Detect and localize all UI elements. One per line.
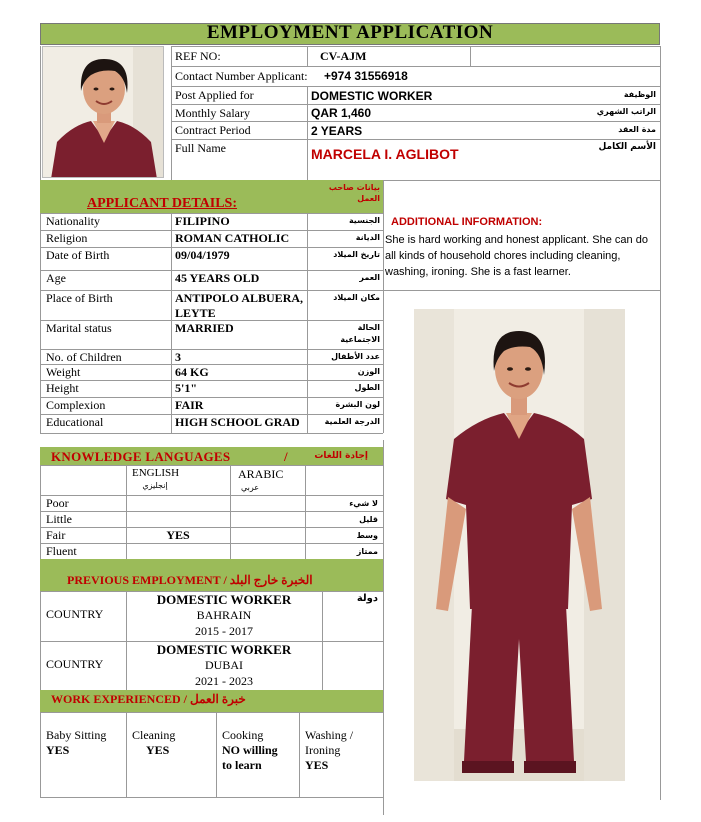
languages-heading: KNOWLEDGE LANGUAGES: [51, 449, 231, 464]
previous-job-title: DOMESTIC WORKER: [156, 642, 292, 657]
language-level-label: Fluent: [46, 544, 77, 558]
ref-label: REF NO:: [175, 49, 221, 63]
country-ar: دولة: [356, 593, 378, 604]
additional-heading: ADDITIONAL INFORMATION:: [391, 216, 543, 228]
detail-ar: الديانة: [355, 233, 380, 242]
contract-value: 2 YEARS: [311, 124, 363, 138]
languages-heading-ar: إجادة اللغات: [314, 451, 368, 461]
languages-slash: /: [284, 449, 288, 464]
previous-years: 2015 - 2017: [195, 624, 253, 638]
country-label: COUNTRY: [46, 607, 104, 621]
language-level-ar: لا شيء: [349, 499, 378, 508]
detail-value: MARRIED: [175, 321, 234, 335]
page-title: EMPLOYMENT APPLICATION: [206, 22, 494, 43]
detail-label: Marital status: [46, 321, 112, 335]
ref-value: CV-AJM: [320, 49, 367, 63]
detail-ar: لون البشرة: [335, 400, 380, 409]
arabic-header-ar: عربي: [240, 483, 260, 492]
previous-place: DUBAI: [205, 658, 243, 672]
detail-value: 45 YEARS OLD: [175, 271, 260, 285]
english-header-ar: إنجليزي: [142, 481, 168, 490]
detail-value: HIGH SCHOOL GRAD: [175, 415, 300, 429]
work-skill-value: YES: [46, 743, 70, 757]
arabic-header: ARABIC: [238, 467, 284, 481]
work-heading: WORK EXPERIENCED / خبرة العمل: [51, 692, 246, 706]
work-skill-value: NO willing to learn: [222, 743, 278, 772]
portrait-image: [43, 47, 164, 178]
detail-value: FILIPINO: [175, 214, 230, 228]
language-level-ar: قليل: [359, 515, 378, 524]
full-body-image: [414, 309, 625, 781]
additional-text: She is hard working and honest applicant. She can do all kinds of household chores including cleaning, washing, ironing. She is a fast learner.: [385, 234, 648, 278]
salary-ar: الراتب الشهري: [596, 107, 656, 116]
previous-job-title: DOMESTIC WORKER: [156, 592, 292, 607]
detail-value: ROMAN CATHOLIC: [175, 231, 290, 245]
detail-ar: عدد الأطفال: [331, 352, 380, 361]
detail-label: Age: [46, 271, 66, 285]
detail-label: Educational: [46, 415, 104, 429]
english-level-value: YES: [166, 528, 190, 542]
detail-ar: مكان الميلاد: [333, 293, 380, 302]
language-level-label: Little: [46, 512, 72, 526]
detail-value: ANTIPOLO ALBUERA, LEYTE: [175, 291, 304, 320]
name-value: MARCELA I. AGLIBOT: [311, 146, 459, 162]
country-label: COUNTRY: [46, 657, 104, 671]
english-header: ENGLISH: [132, 467, 180, 479]
name-label: Full Name: [175, 141, 226, 155]
detail-ar: الوزن: [357, 367, 380, 376]
contract-ar: مدة العقد: [618, 125, 656, 134]
name-ar: الأسم الكامل: [598, 142, 656, 152]
applicant-full-body-photo: [414, 309, 625, 781]
detail-value: FAIR: [175, 398, 204, 412]
previous-years: 2021 - 2023: [195, 674, 253, 688]
detail-label: Complexion: [46, 398, 106, 412]
work-skill-value: YES: [146, 743, 170, 757]
detail-label: Weight: [46, 365, 81, 379]
detail-ar: العمر: [359, 273, 380, 282]
detail-ar: الدرجة العلمية: [324, 417, 380, 426]
work-skill-label: Washing / Ironing: [305, 728, 354, 757]
language-level-label: Fair: [46, 528, 66, 542]
detail-label: Date of Birth: [46, 248, 110, 262]
language-level-label: Poor: [46, 496, 69, 510]
work-skill-value: YES: [305, 758, 329, 772]
salary-value: QAR 1,460: [311, 106, 372, 120]
contact-value: +974 31556918: [324, 69, 408, 83]
detail-ar: الطول: [354, 383, 380, 392]
detail-ar: تاريخ الميلاد: [333, 250, 380, 259]
previous-heading: PREVIOUS EMPLOYMENT / الخبرة خارج البلد: [67, 573, 313, 587]
detail-value: 64 KG: [175, 365, 209, 379]
detail-label: Place of Birth: [46, 291, 113, 305]
detail-ar: الجنسية: [348, 216, 380, 225]
work-skill-label: Cooking: [222, 728, 264, 742]
applicant-portrait: [42, 46, 164, 178]
post-ar: الوظيفة: [623, 90, 656, 99]
detail-label: Height: [46, 381, 79, 395]
detail-value: 3: [175, 350, 181, 364]
detail-ar: الحالة الاجتماعية: [340, 323, 380, 344]
contract-label: Contract Period: [175, 123, 251, 137]
applicant-heading-ar: بيانات صاحب العمل: [328, 183, 380, 203]
work-skill-label: Baby Sitting: [46, 728, 107, 742]
post-value: DOMESTIC WORKER: [311, 89, 433, 103]
contact-label: Contact Number Applicant:: [175, 69, 308, 83]
applicant-heading: APPLICANT DETAILS:: [87, 196, 238, 211]
language-level-ar: ممتاز: [356, 547, 378, 556]
language-level-ar: وسط: [356, 531, 378, 540]
work-skill-label: Cleaning: [132, 728, 176, 742]
detail-label: No. of Children: [46, 350, 122, 364]
detail-value: 5'1": [175, 381, 197, 395]
post-label: Post Applied for: [175, 88, 254, 102]
salary-label: Monthly Salary: [175, 106, 250, 120]
detail-label: Religion: [46, 231, 88, 245]
detail-value: 09/04/1979: [175, 248, 230, 262]
previous-place: BAHRAIN: [196, 608, 252, 622]
detail-label: Nationality: [46, 214, 100, 228]
